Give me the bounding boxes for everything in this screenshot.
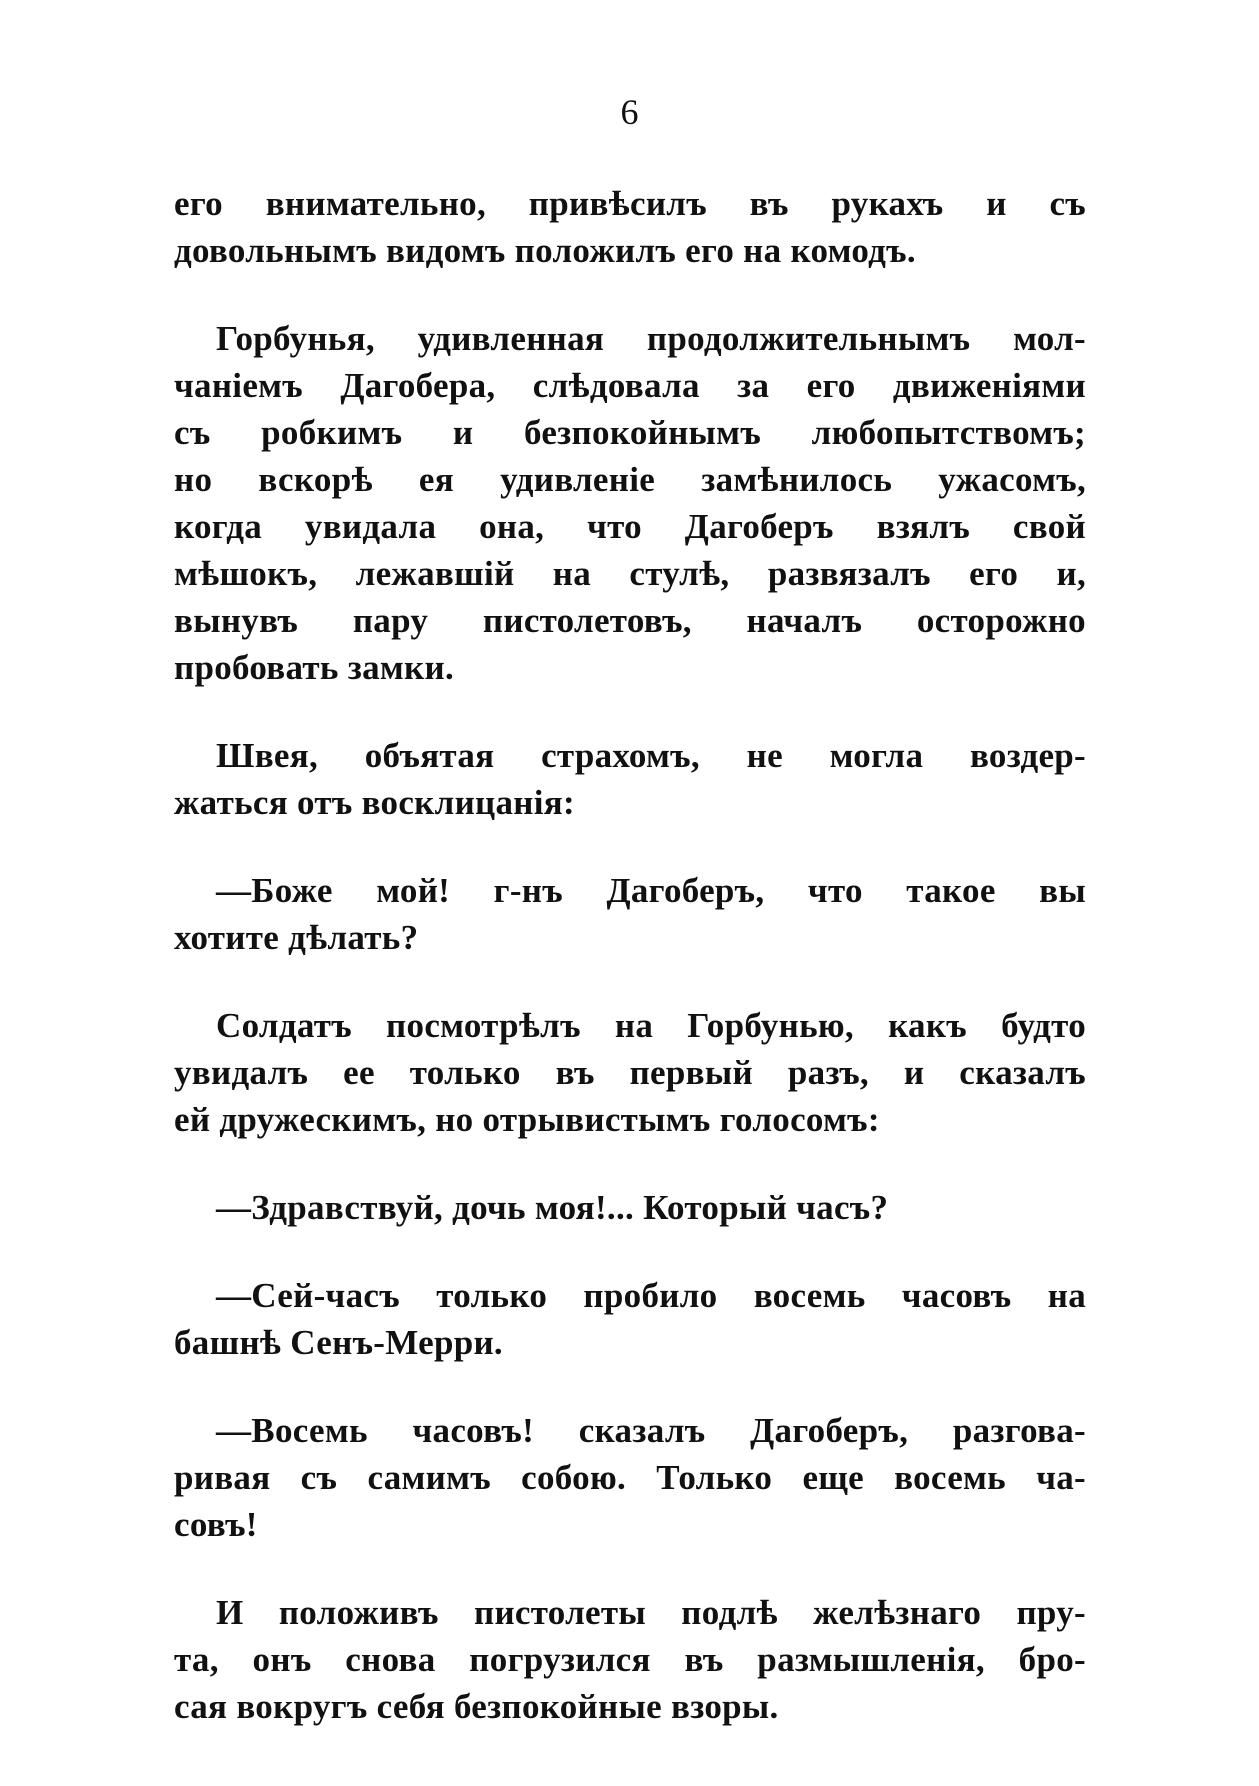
text-line: мѣшокъ, лежавшій на стулѣ, развязалъ его и, (174, 554, 1086, 593)
text-line: Горбунья, удивленная продолжительнымъ мол- (216, 319, 1086, 358)
text-line: но вскорѣ ея удивленіе замѣнилось ужасомъ, (174, 460, 1086, 499)
text-line: И положивъ пистолеты подлѣ желѣзнаго пру- (216, 1593, 1086, 1632)
text-line: съ робкимъ и безпокойнымъ любопытствомъ; (174, 413, 1086, 452)
text-line: жаться отъ восклицанія: (174, 783, 575, 822)
text-line: ривая съ самимъ собою. Только еще восемь ча- (174, 1458, 1086, 1497)
text-line: —Восемь часовъ! сказалъ Дагоберъ, разгова- (216, 1411, 1086, 1450)
paragraph (174, 867, 1086, 961)
text-line: довольнымъ видомъ положилъ его на комодъ. (174, 231, 916, 270)
text-line: —Боже мой! г-нъ Дагоберъ, что такое вы (216, 871, 1086, 910)
text-line: чаніемъ Дагобера, слѣдовала за его движеніями (174, 366, 1086, 405)
text-line: вынувъ пару пистолетовъ, началъ осторожно (174, 601, 1086, 640)
text-line: увидалъ ее только въ первый разъ, и сказалъ (174, 1053, 1086, 1092)
text-line: хотите дѣлать? (174, 918, 419, 957)
text-line: когда увидала она, что Дагоберъ взялъ свой (174, 507, 1086, 546)
paragraph (174, 1184, 1086, 1231)
paragraph (174, 180, 1086, 274)
text-line: ей дружескимъ, но отрывистымъ голосомъ: (174, 1100, 880, 1139)
paragraph (174, 315, 1086, 691)
text-line: башнѣ Сенъ-Мерри. (174, 1323, 503, 1362)
text-line: его внимательно, привѣсилъ въ рукахъ и съ (174, 184, 1086, 223)
text-line: —Здравствуй, дочь моя!... Который часъ? (216, 1188, 889, 1227)
text-line: Швея, объятая страхомъ, не могла воздер- (216, 736, 1086, 775)
page-number: 6 (620, 92, 639, 132)
text-line: совъ! (174, 1505, 258, 1544)
paragraph (174, 1002, 1086, 1143)
text-line: та, онъ снова погрузился въ размышленія, бро- (174, 1640, 1086, 1679)
text-line: Солдатъ посмотрѣлъ на Горбунью, какъ будто (216, 1006, 1086, 1045)
paragraph (174, 732, 1086, 826)
paragraph (174, 1407, 1086, 1548)
text-line: пробовать замки. (174, 648, 455, 687)
text-line: сая вокругъ себя безпокойные взоры. (174, 1687, 779, 1726)
paragraph (174, 1272, 1086, 1366)
paragraph (174, 1589, 1086, 1730)
text-line: —Сей-часъ только пробило восемь часовъ на (216, 1276, 1086, 1315)
page-body-text (174, 180, 1086, 1771)
